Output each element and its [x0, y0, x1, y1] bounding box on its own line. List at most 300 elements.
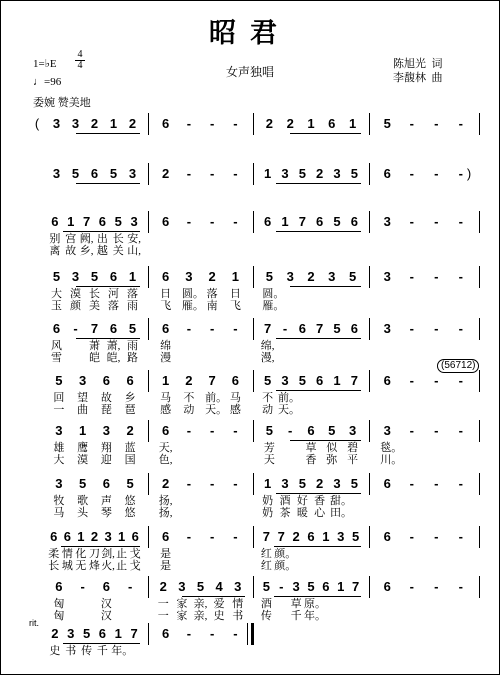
- note: 6: [98, 626, 107, 641]
- lyric-verse1: 故: [100, 392, 112, 404]
- barline: [369, 318, 370, 340]
- lyric-verse1: 剑,: [101, 548, 115, 560]
- note: 6: [383, 476, 391, 491]
- barline: [253, 113, 254, 135]
- lyric-verse1: 鹰: [77, 442, 89, 454]
- composer-name: 李馥林: [393, 72, 426, 84]
- song-title: 昭君: [209, 18, 291, 48]
- note: 3: [71, 269, 80, 284]
- barline: [148, 163, 149, 185]
- note: 5: [109, 166, 118, 181]
- note: 5: [298, 373, 306, 388]
- note: 7: [351, 579, 360, 594]
- lyric-verse1: 马: [160, 392, 172, 404]
- lyric-verse1: 是: [160, 548, 172, 560]
- dash: -: [458, 214, 463, 229]
- note: 3: [234, 579, 242, 594]
- dash: -: [209, 423, 215, 438]
- barline: [148, 266, 149, 288]
- lyric-verse1: 传: [81, 645, 93, 657]
- underline-beam: [290, 286, 361, 287]
- dash: -: [233, 321, 238, 336]
- lyric-verse1: 爱: [213, 598, 225, 610]
- lyric-verse2: 动: [183, 404, 195, 416]
- dash: -: [409, 116, 414, 131]
- dash: -: [458, 579, 463, 594]
- dash: -: [458, 529, 463, 544]
- lyric-verse2: 长: [48, 560, 60, 572]
- dash: -: [409, 423, 414, 438]
- note: 1: [128, 269, 137, 284]
- note: 7: [262, 529, 271, 544]
- note: 3: [337, 529, 345, 544]
- barline: [253, 370, 254, 392]
- lyric-verse2: 山,: [127, 245, 141, 257]
- lyric-verse1: 漠: [70, 288, 81, 300]
- lyric-verse2: 琴: [100, 507, 112, 519]
- underline-beam: [76, 133, 141, 134]
- lyric-verse2: 田。: [330, 507, 352, 519]
- lyric-verse1: 情: [61, 548, 73, 560]
- lyric-verse1: 草: [305, 442, 317, 454]
- lyric-verse1: 圆。: [262, 288, 285, 300]
- lyric-verse2: 国: [124, 454, 136, 466]
- dash: -: [434, 166, 439, 181]
- lyric-verse1: 酒: [279, 495, 291, 507]
- note: 3: [333, 476, 341, 491]
- underline-beam: [61, 546, 140, 547]
- underline-beam: [276, 183, 361, 184]
- lyric-verse2: 一: [53, 404, 65, 416]
- note: 3: [383, 423, 391, 438]
- note: 3: [130, 214, 138, 229]
- note: 4: [215, 579, 223, 594]
- note: 2: [185, 373, 193, 388]
- lyric-verse1: 前。: [205, 392, 228, 404]
- dash: -: [434, 321, 439, 336]
- dash: -: [458, 116, 463, 131]
- dash: -: [434, 116, 439, 131]
- dash: -: [282, 321, 288, 336]
- lyric-verse2: 戈: [129, 560, 141, 572]
- lyric-verse2: 汉: [100, 610, 112, 622]
- note: 6: [162, 529, 170, 544]
- dash: -: [209, 166, 215, 181]
- note: 7: [90, 321, 99, 336]
- lyric-verse2: 城: [61, 560, 73, 572]
- note: 3: [333, 166, 341, 181]
- dash: -: [409, 373, 414, 388]
- lyric-verse1: 望: [77, 392, 89, 404]
- dash: -: [434, 214, 439, 229]
- lyric-verse2: 奶: [262, 507, 274, 519]
- note: 7: [264, 321, 272, 336]
- note: 1: [333, 373, 341, 388]
- barline: [369, 420, 370, 442]
- note: 5: [262, 579, 271, 594]
- time-sig-bottom: 4: [75, 60, 85, 71]
- lyric-verse2: 悠: [124, 507, 136, 519]
- lyricist-name: 陈旭光: [393, 58, 426, 70]
- lyric-verse2: 皑: [89, 352, 100, 364]
- note: 6: [231, 373, 239, 388]
- note: 3: [281, 373, 289, 388]
- dash: -: [127, 579, 133, 594]
- lyric-verse2: 千: [290, 610, 302, 622]
- note: 6: [162, 214, 170, 229]
- note: 2: [51, 626, 59, 641]
- note: 6: [98, 214, 107, 229]
- note: 5: [264, 373, 272, 388]
- note: 2: [286, 116, 294, 131]
- note: 6: [102, 476, 110, 491]
- lyric-verse2: 色,: [158, 454, 173, 466]
- note: 2: [208, 269, 216, 284]
- note: 3: [185, 269, 193, 284]
- note: 2: [90, 116, 99, 131]
- note: 6: [316, 214, 324, 229]
- note: 6: [126, 373, 134, 388]
- lyric-verse1: 碧: [347, 442, 359, 454]
- dash: -: [186, 626, 192, 641]
- barline: [479, 211, 480, 233]
- lyric-verse1: 别: [49, 233, 61, 245]
- note: 5: [79, 476, 87, 491]
- lyric-verse1: 安,: [127, 233, 141, 245]
- note: 6: [383, 166, 391, 181]
- lyric-verse1: 悠: [124, 495, 136, 507]
- note: 5: [307, 579, 315, 594]
- dash: -: [209, 214, 215, 229]
- barline: [479, 420, 480, 442]
- lyric-verse1: 原。: [304, 598, 326, 610]
- dash: -: [434, 373, 439, 388]
- note: 1: [322, 529, 330, 544]
- lyric-verse1: 亲,: [193, 598, 208, 610]
- note: 6: [162, 423, 170, 438]
- lyric-verse2: 乡,: [79, 245, 94, 257]
- note: 5: [128, 321, 137, 336]
- dash: -: [233, 626, 238, 641]
- note: 3: [383, 214, 391, 229]
- underline-beam: [290, 440, 361, 441]
- lyric-verse2: 头: [77, 507, 89, 519]
- lyric-verse2: 天。: [278, 404, 300, 416]
- lyric-verse2: 家: [176, 610, 188, 622]
- note: 3: [383, 321, 391, 336]
- note: 2: [159, 579, 167, 594]
- note: 6: [162, 269, 170, 284]
- lyric-verse1: 草: [290, 598, 302, 610]
- dash: -: [288, 423, 293, 438]
- barline: [479, 318, 480, 340]
- note: 3: [286, 269, 294, 284]
- lyric-verse2: 雁。: [181, 300, 204, 312]
- lyric-verse1: 萧: [89, 340, 100, 352]
- barline: [479, 473, 480, 495]
- lyric-verse2: 飞: [229, 300, 241, 312]
- barline: [148, 576, 149, 598]
- lyric-verse2: 天。: [205, 404, 228, 416]
- barline: [369, 526, 370, 548]
- note: 3: [281, 166, 289, 181]
- lyric-verse1: 河: [108, 288, 119, 300]
- dash: -: [409, 269, 414, 284]
- note: 3: [79, 373, 87, 388]
- barline: [148, 370, 149, 392]
- barline: [479, 526, 480, 548]
- underline-beam: [182, 596, 245, 597]
- note: 1: [67, 214, 75, 229]
- dash: -: [186, 116, 192, 131]
- lyric-verse1: 翔: [100, 442, 112, 454]
- lyric-verse2: 颜: [70, 300, 81, 312]
- barline: [253, 420, 254, 442]
- note: 3: [71, 116, 80, 131]
- dash: -: [80, 579, 85, 594]
- dash: -: [186, 321, 192, 336]
- lyric-verse2: 迎: [100, 454, 112, 466]
- lyric-verse2: 南: [206, 300, 218, 312]
- lyric-verse1: 好: [296, 495, 308, 507]
- lyric-verse1: 日: [160, 288, 172, 300]
- lyric-verse2: 皑,: [106, 352, 121, 364]
- lyric-verse1: 书: [65, 645, 77, 657]
- lyric-verse2: 路: [127, 352, 138, 364]
- note: 2: [316, 166, 324, 181]
- dash: -: [409, 166, 414, 181]
- underline-beam: [76, 286, 141, 287]
- barline: [148, 623, 149, 645]
- lyric-verse2: 火,: [101, 560, 115, 572]
- lyric-verse1: 马: [229, 392, 241, 404]
- note: 5: [52, 269, 61, 284]
- note: 5: [71, 166, 80, 181]
- ossia-box: (56712): [437, 359, 479, 373]
- lyric-verse1: 年。: [111, 645, 134, 657]
- dash: -: [186, 476, 192, 491]
- lyric-verse1: 雨: [127, 340, 138, 352]
- note: 5: [196, 579, 205, 594]
- barline: [148, 318, 149, 340]
- note: 5: [265, 423, 273, 438]
- note: 5: [350, 476, 358, 491]
- lyric-verse2: 玉: [51, 300, 62, 312]
- note: 3: [292, 579, 300, 594]
- dash: -: [458, 269, 463, 284]
- barline: [148, 473, 149, 495]
- note: 1: [281, 214, 289, 229]
- note: 3: [281, 476, 289, 491]
- underline-beam: [76, 183, 141, 184]
- note: 5: [333, 214, 341, 229]
- note: 5: [328, 423, 336, 438]
- lyric-verse2: 落: [108, 300, 119, 312]
- note: 3: [348, 423, 357, 438]
- lyric-verse2: 止: [116, 560, 128, 572]
- lyric-verse2: 是: [160, 560, 172, 572]
- rit-mark: rit.: [29, 618, 39, 628]
- note: 6: [162, 116, 170, 131]
- note: 5: [333, 321, 341, 336]
- note: 6: [50, 529, 58, 544]
- note: 2: [90, 529, 99, 544]
- dash: -: [434, 529, 439, 544]
- dash: -: [409, 579, 414, 594]
- note: 6: [307, 423, 315, 438]
- lyric-verse2: 漠: [77, 454, 89, 466]
- note: 3: [178, 579, 186, 594]
- note: 1: [264, 166, 272, 181]
- dash: -: [458, 321, 463, 336]
- barline: [253, 526, 254, 548]
- dash: -: [233, 476, 238, 491]
- credit-composer: [393, 69, 443, 85]
- close-paren: ): [466, 166, 472, 181]
- barline: [479, 113, 480, 135]
- note: 6: [298, 321, 306, 336]
- lyric-verse1: 长: [89, 288, 100, 300]
- note: 5: [265, 269, 273, 284]
- lyric-verse2: 大: [53, 454, 65, 466]
- barline: [479, 576, 480, 598]
- note: 1: [109, 116, 118, 131]
- underline-beam: [276, 493, 361, 494]
- note: 6: [322, 579, 330, 594]
- note: 5: [55, 373, 63, 388]
- dash: -: [209, 529, 215, 544]
- underline-beam: [276, 390, 361, 391]
- lyric-verse1: 情: [232, 598, 244, 610]
- note: 6: [350, 214, 358, 229]
- note: 6: [90, 166, 99, 181]
- composer-role: 曲: [431, 72, 443, 84]
- dash: -: [233, 214, 238, 229]
- lyric-verse2: 美: [89, 300, 100, 312]
- note: 6: [328, 116, 336, 131]
- underline-beam: [276, 338, 361, 339]
- dash: -: [409, 214, 414, 229]
- note: 2: [126, 423, 134, 438]
- lyric-verse1: 绵,: [260, 340, 275, 352]
- dash: -: [434, 476, 439, 491]
- lyric-verse1: 回: [53, 392, 65, 404]
- lyric-verse2: 心: [314, 507, 326, 519]
- note: 5: [90, 269, 99, 284]
- underline-beam: [63, 643, 140, 644]
- barline: [369, 473, 370, 495]
- note: 6: [52, 321, 61, 336]
- note: 6: [109, 269, 118, 284]
- note: 1: [264, 476, 272, 491]
- lyric-verse1: 声: [100, 495, 112, 507]
- dash: -: [409, 321, 414, 336]
- lyric-verse1: 歌: [77, 495, 89, 507]
- lyric-verse2: 匈: [53, 610, 65, 622]
- lyric-verse2: 故: [65, 245, 77, 257]
- lyric-verse1: 戈: [129, 548, 141, 560]
- lyric-verse2: 烽: [89, 560, 100, 572]
- lyric-verse2: 琶: [124, 404, 136, 416]
- note: 3: [52, 116, 61, 131]
- lyric-verse2: 琵: [100, 404, 112, 416]
- lyric-verse1: 绵: [160, 340, 172, 352]
- lyric-verse2: 扬,: [158, 507, 173, 519]
- dash: -: [209, 476, 215, 491]
- note: 7: [316, 321, 324, 336]
- lyric-verse1: 毯。: [380, 442, 403, 454]
- lyric-verse2: 雪: [51, 352, 62, 364]
- lyric-verse1: 大: [51, 288, 62, 300]
- lyricist-role: 词: [431, 58, 443, 70]
- dash: -: [434, 579, 439, 594]
- lyric-verse1: 雄: [53, 442, 65, 454]
- lyric-verse2: 史: [213, 610, 225, 622]
- note: 7: [350, 373, 358, 388]
- lyric-verse1: 出: [96, 233, 108, 245]
- lyric-verse1: 芳: [263, 442, 275, 454]
- dash: -: [233, 166, 238, 181]
- lyric-verse2: 天: [263, 454, 275, 466]
- lyric-verse1: 一: [157, 598, 169, 610]
- lyric-verse1: 颜。: [274, 548, 297, 560]
- lyric-verse2: 香: [305, 454, 317, 466]
- dash: -: [279, 579, 284, 594]
- note: 5: [298, 166, 306, 181]
- dash: -: [186, 214, 192, 229]
- lyric-verse1: 红: [260, 548, 272, 560]
- lyric-verse1: 蓝: [124, 442, 136, 454]
- underline-beam: [63, 231, 140, 232]
- note: 6: [162, 626, 170, 641]
- note: 2: [162, 476, 170, 491]
- note: 3: [55, 476, 63, 491]
- note: 6: [307, 529, 315, 544]
- note: 2: [316, 476, 324, 491]
- lyric-verse1: 不: [183, 392, 195, 404]
- lyric-verse1: 宫: [65, 233, 77, 245]
- lyric-verse2: 关: [112, 245, 124, 257]
- lyric-verse2: 马: [53, 507, 65, 519]
- note: 6: [383, 529, 391, 544]
- barline: [148, 420, 149, 442]
- lyric-verse2: 雁。: [262, 300, 285, 312]
- lyric-verse1: 似: [326, 442, 338, 454]
- note: 7: [130, 626, 138, 641]
- lyric-verse2: 感: [160, 404, 172, 416]
- lyric-verse1: 天,: [158, 442, 173, 454]
- lyric-verse1: 匈: [53, 598, 65, 610]
- note: 6: [51, 214, 59, 229]
- barline: [369, 113, 370, 135]
- dash: -: [73, 321, 78, 336]
- lyric-verse1: 牧: [53, 495, 65, 507]
- dash: -: [233, 529, 238, 544]
- note: 7: [208, 373, 216, 388]
- dash: -: [458, 373, 463, 388]
- note: 3: [67, 626, 75, 641]
- note: 5: [350, 166, 358, 181]
- lyric-verse2: 雨: [127, 300, 138, 312]
- underline-beam: [76, 338, 141, 339]
- note: 3: [383, 269, 391, 284]
- lyric-verse2: 弥: [326, 454, 338, 466]
- note: 6: [55, 579, 63, 594]
- note: 1: [79, 423, 87, 438]
- note: 6: [102, 579, 110, 594]
- note: 5: [351, 529, 360, 544]
- barline: [253, 473, 254, 495]
